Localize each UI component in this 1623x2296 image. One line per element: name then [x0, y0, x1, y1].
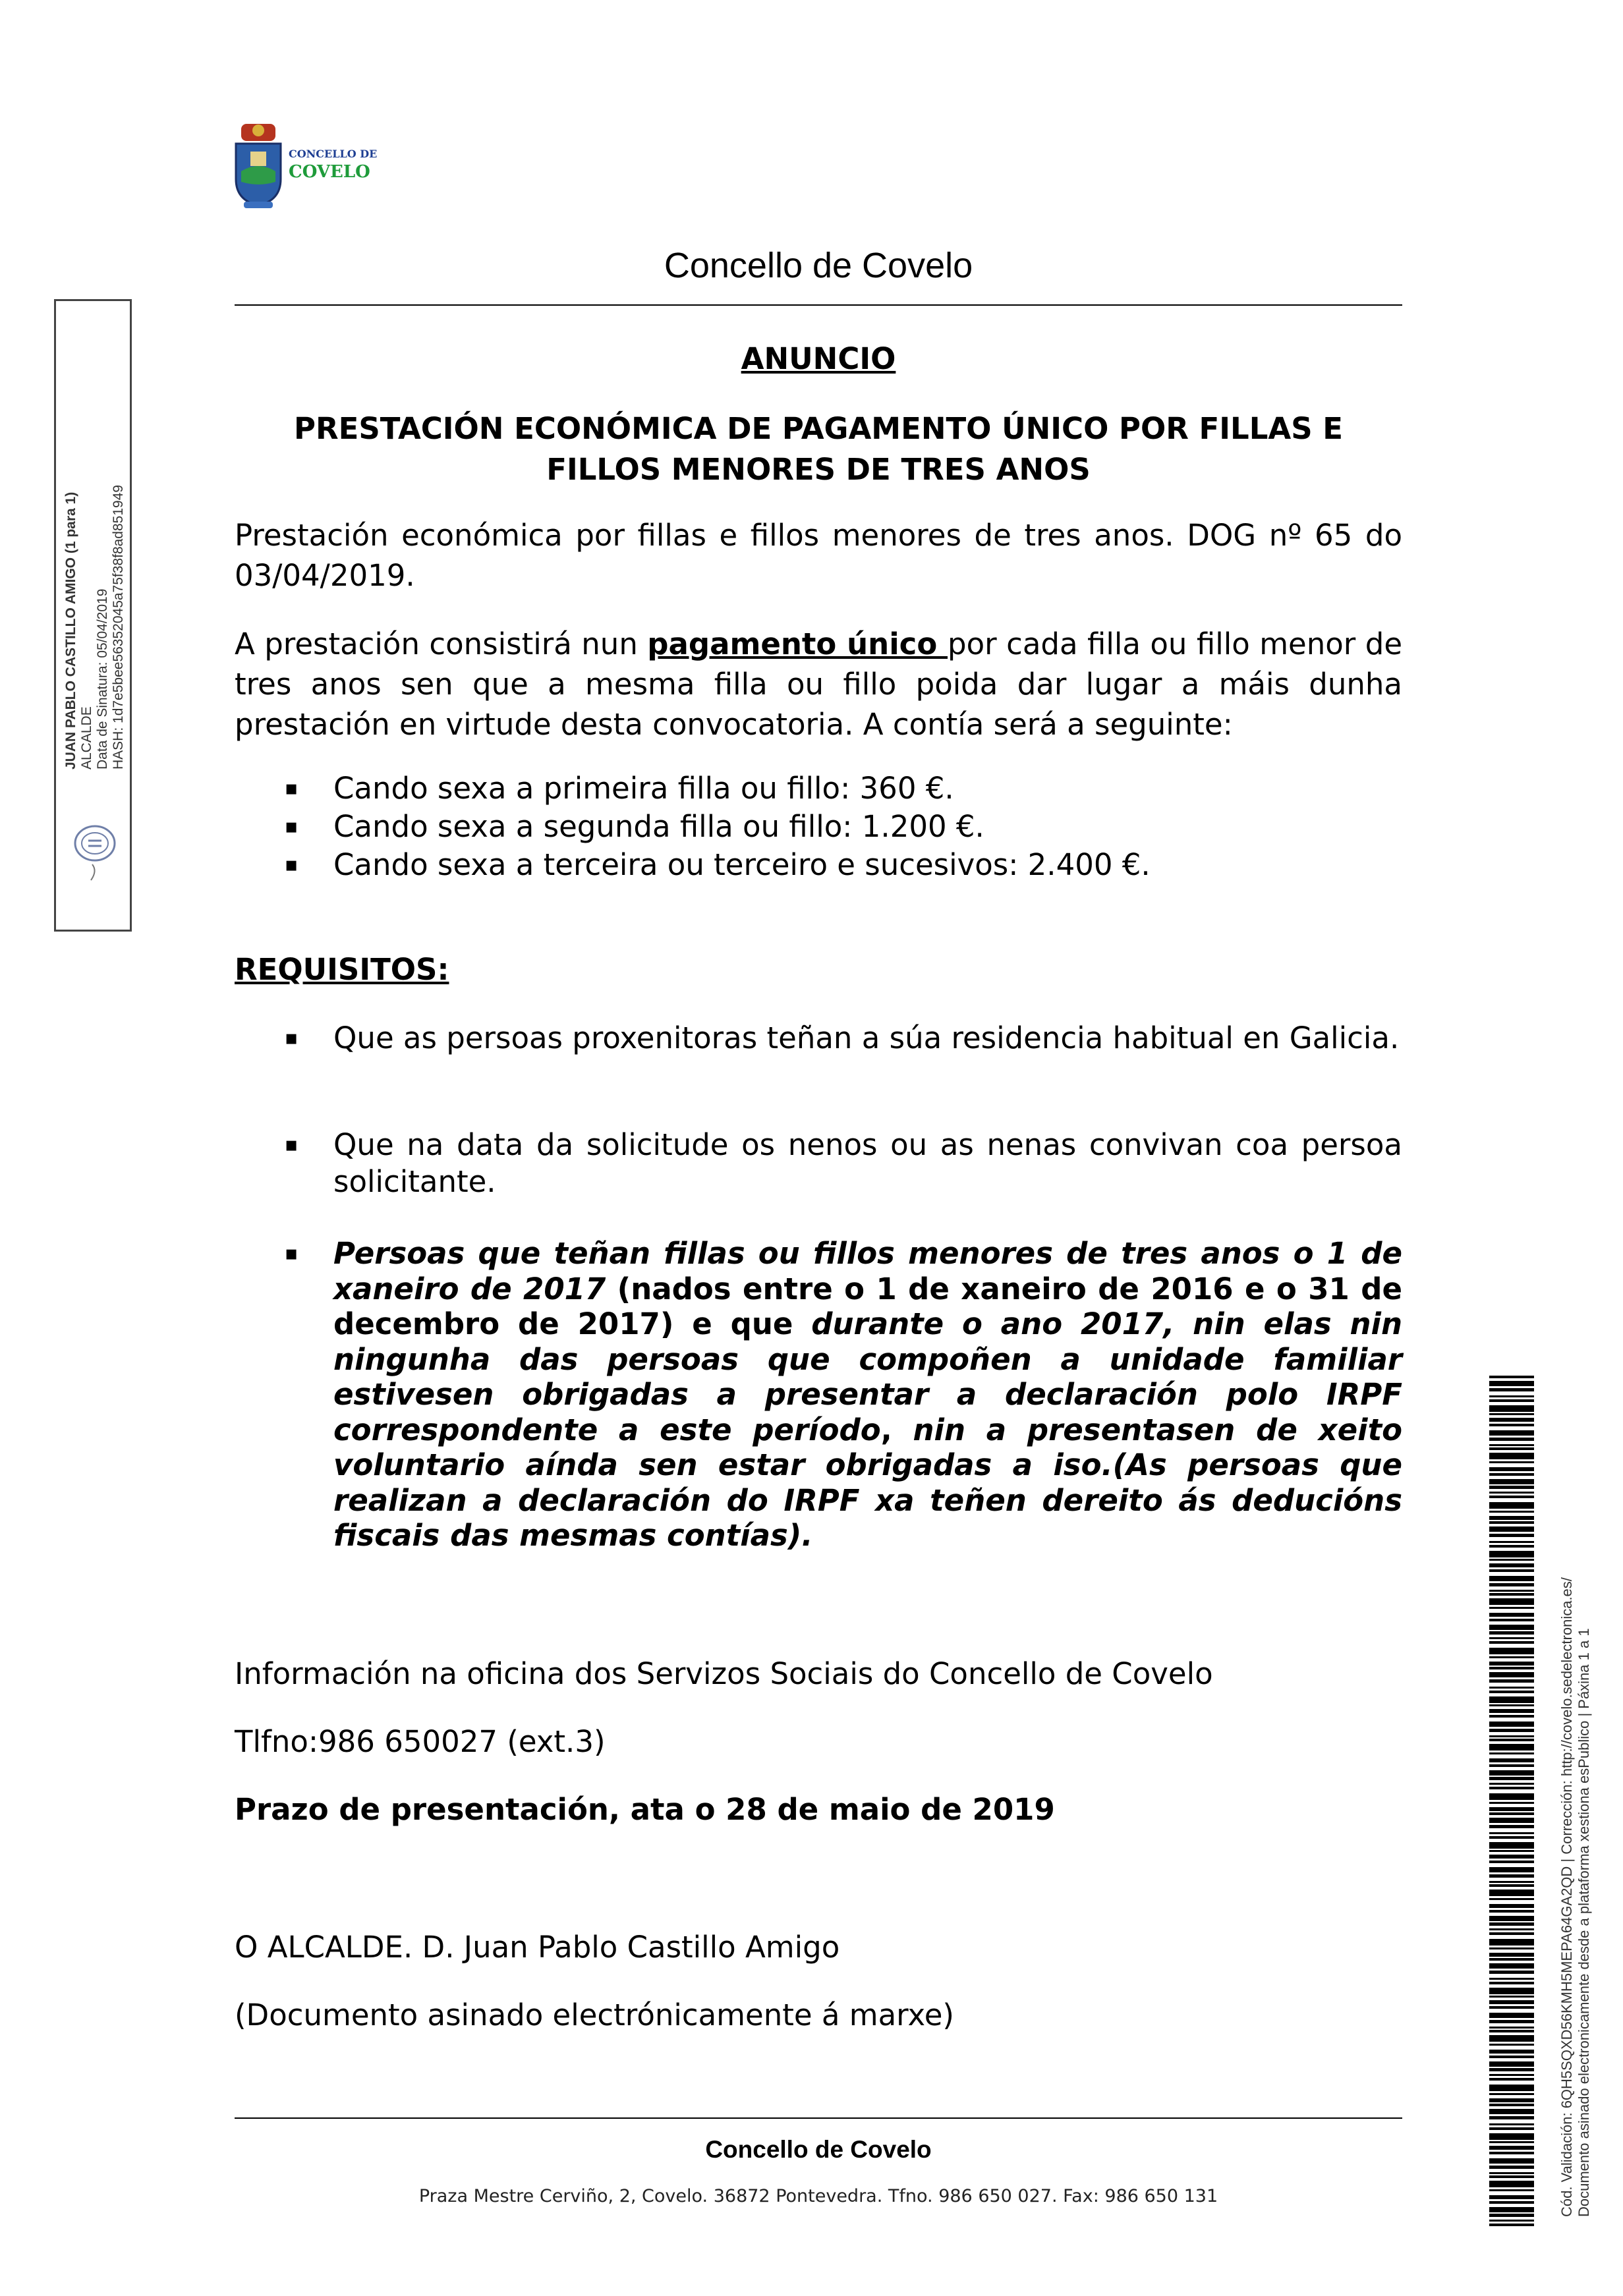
subject-line-2: FILLOS MENORES DE TRES ANOS: [546, 452, 1091, 487]
list-item: [235, 1020, 1402, 1057]
benefit-text-end: por cada filla ou fillo menor de tres anos sen que a mesma filla ou fillo poida dar lugar a máis dunha prestación en virtude desta convocatoria. A contía será a seguinte:: [235, 627, 1402, 742]
list-item: [235, 1236, 1402, 1554]
barcode-bar: [1489, 1511, 1534, 1513]
deadline-line: Prazo de presentación, ata o 28 de maio de 2019: [235, 1792, 1055, 1827]
barcode-bar: [1489, 1729, 1534, 1732]
signatory-line: O ALCALDE. D. Juan Pablo Castillo Amigo: [235, 1930, 840, 1965]
barcode-bar: [1489, 2109, 1534, 2114]
bullet-icon: ▪: [285, 1242, 299, 1265]
barcode-bar: [1489, 1418, 1534, 1422]
barcode-bar: [1489, 1867, 1534, 1872]
barcode-bar: [1489, 1526, 1534, 1532]
barcode-bar: [1489, 2175, 1534, 2178]
barcode-bar: [1489, 1486, 1534, 1489]
barcode-bar: [1489, 1461, 1534, 1463]
barcode-bar: [1489, 1473, 1534, 1476]
barcode-bar: [1489, 1932, 1534, 1935]
benefit-text-start: A prestación consistirá nun: [235, 627, 648, 661]
footer-divider: [235, 2117, 1402, 2119]
barcode-bar: [1489, 2006, 1534, 2009]
barcode-bar: [1489, 1758, 1534, 1762]
barcode-bar: [1489, 1583, 1534, 1586]
barcode-bar: [1489, 1563, 1534, 1567]
req3-part4: ,: [880, 1412, 913, 1447]
requirement-item: Que as persoas proxenitoras teñan a súa residencia habitual en Galicia.: [333, 1021, 1400, 1055]
barcode-bar: [1489, 1444, 1534, 1446]
barcode-bar: [1489, 1842, 1534, 1849]
barcode-bar: [1489, 1802, 1534, 1804]
signature-date: Data de Sinatura: 05/04/2019: [95, 588, 110, 770]
barcode-bar: [1489, 1996, 1534, 1998]
barcode-bar: [1489, 1679, 1534, 1683]
barcode-bar: [1489, 2214, 1534, 2217]
amount-item: Cando sexa a terceira ou terceiro e sucesivos: 2.400 €.: [333, 847, 1151, 882]
barcode-bar: [1489, 1770, 1534, 1776]
footer-address: Praza Mestre Cerviño, 2, Covelo. 36872 Pontevedra. Tfno. 986 650 027. Fax: 986 650 131: [418, 2186, 1218, 2206]
barcode-bar: [1489, 1559, 1534, 1561]
barcode-bar: [1489, 2116, 1534, 2119]
req3-part6: s fiscais das mesmas contías).: [333, 1482, 1402, 1553]
amount-item: Cando sexa a segunda filla ou fillo: 1.200 €.: [333, 809, 984, 844]
barcode-bar: [1489, 1855, 1534, 1859]
barcode-bar: [1489, 2000, 1534, 2004]
barcode-bar: [1489, 1916, 1534, 1921]
barcode-bar: [1489, 1691, 1534, 1693]
barcode-icon: [1489, 1376, 1534, 2227]
barcode-bar: [1489, 1958, 1534, 1961]
barcode-bar: [1489, 2035, 1534, 2042]
barcode-bar: [1489, 1667, 1534, 1669]
barcode-bar: [1489, 2123, 1534, 2125]
barcode-bar: [1489, 2044, 1534, 2046]
barcode-bar: [1489, 2181, 1534, 2187]
barcode-bar: [1489, 1516, 1534, 1520]
barcode-bar: [1489, 1598, 1534, 1605]
barcode-bar: [1489, 1590, 1534, 1592]
barcode-bar: [1489, 2098, 1534, 2102]
barcode-bar: [1489, 1569, 1534, 1572]
barcode-bar: [1489, 2201, 1534, 2204]
barcode-bar: [1489, 2220, 1534, 2222]
barcode-bar: [1489, 1641, 1534, 1644]
municipal-logo: [232, 119, 384, 224]
barcode-bar: [1489, 2207, 1534, 2212]
barcode-bar: [1489, 1971, 1534, 1974]
barcode-bar: [1489, 1613, 1534, 1617]
barcode-bar: [1489, 1672, 1534, 1677]
barcode-bar: [1489, 2074, 1534, 2076]
footer-title: Concello de Covelo: [705, 2136, 932, 2163]
barcode-bar: [1489, 2104, 1534, 2106]
barcode-bar: [1489, 2013, 1534, 2018]
barcode-bar: [1489, 1521, 1534, 1524]
barcode-bar: [1489, 1405, 1534, 1412]
barcode-bar: [1489, 2056, 1534, 2058]
req3-part5: nin a presentasen de xeito voluntario aínda sen estar obrigadas a iso.(As persoas que realizan a declaración do IRPF xa teñen dereito ás dedución: [333, 1412, 1402, 1518]
barcode-bar: [1489, 1904, 1534, 1908]
barcode-bar: [1489, 2152, 1534, 2154]
amount-item: Cando sexa a primeira filla ou fillo: 360 €.: [333, 771, 954, 806]
barcode-bar: [1489, 2078, 1534, 2081]
barcode-bar: [1489, 1874, 1534, 1878]
bullet-icon: ▪: [285, 815, 299, 838]
signature-stamp-text: [63, 308, 127, 770]
barcode-bar: [1489, 1807, 1534, 1811]
list-item: [235, 808, 1402, 846]
barcode-bar: [1489, 2030, 1534, 2032]
requirements-list-2: [235, 1127, 1402, 1200]
barcode-bar: [1489, 2068, 1534, 2071]
validation-code: Cód. Validación: 6QH5SQXD56KMH5MEPA64GA2QD | Corrección: http://covelo.sedelectronica.es/: [1558, 1577, 1575, 2217]
req3-part3: durante o ano 2017, nin elas nin ningunha das persoas que compoñen a unidade familiar estivesen obrigadas a presentar a declaración polo IRPF correspondente a este período: [333, 1306, 1402, 1447]
page-title: Concello de Covelo: [664, 246, 973, 285]
barcode-bar: [1489, 1492, 1534, 1494]
phone-line: Tlfno:986 650027 (ext.3): [235, 1724, 606, 1759]
announcement-heading: ANUNCIO: [741, 341, 896, 376]
signer-role: ALCALDE: [79, 706, 94, 770]
barcode-bar: [1489, 1413, 1534, 1415]
barcode-bar: [1489, 1551, 1534, 1557]
subject-title: [235, 408, 1402, 490]
requirements-list: [235, 1020, 1402, 1057]
single-payment-emphasis: pagamento único: [647, 627, 948, 661]
barcode-bar: [1489, 1687, 1534, 1689]
signer-name: JUAN PABLO CASTILLO AMIGO (1 para 1): [63, 491, 78, 770]
barcode-bar: [1489, 1430, 1534, 1436]
barcode-bar: [1489, 2050, 1534, 2054]
barcode-bar: [1489, 1836, 1534, 1839]
req3-part2: (nados entre o 1 de xaneiro de 2016 e o 31 de decembro de 2017) e que: [333, 1271, 1402, 1341]
signature-hash: HASH: 1d7e5bee56352045a75f38f8ad851949: [111, 484, 126, 770]
barcode-bar: [1489, 2189, 1534, 2191]
barcode-bar: [1489, 1752, 1534, 1754]
barcode-bar: [1489, 1534, 1534, 1537]
barcode-bar: [1489, 1978, 1534, 1980]
barcode-bar: [1489, 1818, 1534, 1823]
signed-note: (Documento asinado electrónicamente á marxe): [235, 1998, 954, 2032]
barcode-bar: [1489, 2146, 1534, 2150]
bullet-icon: ▪: [285, 853, 299, 876]
barcode-bar: [1489, 1963, 1534, 1969]
barcode-bar: [1489, 1988, 1534, 1994]
barcode-bar: [1489, 1541, 1534, 1543]
barcode-bar: [1489, 1388, 1534, 1391]
bullet-icon: ▪: [285, 1133, 299, 1156]
barcode-bar: [1489, 2195, 1534, 2199]
barcode-bar: [1489, 1939, 1534, 1946]
barcode-bar: [1489, 1783, 1534, 1785]
barcode-bar: [1489, 1881, 1534, 1883]
barcode-bar: [1489, 1787, 1534, 1789]
barcode-bar: [1489, 1722, 1534, 1727]
barcode-bar: [1489, 1898, 1534, 1900]
barcode-bar: [1489, 1502, 1534, 1509]
validation-note: Documento asinado electronicamente desde a plataforma xestiona esPublico | Páxina 1 a 1: [1576, 1628, 1592, 2217]
barcode-bar: [1489, 1744, 1534, 1750]
barcode-bar: [1489, 1861, 1534, 1863]
list-item: [235, 1127, 1402, 1200]
barcode-bar: [1489, 2127, 1534, 2130]
barcode-bar: [1489, 1467, 1534, 1471]
info-line: Información na oficina dos Servizos Sociais do Concello de Covelo: [235, 1656, 1213, 1691]
barcode-bar: [1489, 1625, 1534, 1630]
barcode-bar: [1489, 1496, 1534, 1498]
barcode-bar: [1489, 1709, 1534, 1713]
requirements-list-3: [235, 1236, 1402, 1554]
barcode-bar: [1489, 1576, 1534, 1581]
list-item: [235, 846, 1402, 884]
barcode-bar: [1489, 2172, 1534, 2174]
barcode-bar: [1489, 1381, 1534, 1386]
barcode-bar: [1489, 1696, 1534, 1703]
barcode-bar: [1489, 1739, 1534, 1741]
barcode-bar: [1489, 1928, 1534, 1930]
amount-list: [235, 770, 1402, 884]
benefit-paragraph: [235, 624, 1402, 744]
barcode-bar: [1489, 2085, 1534, 2091]
barcode-bar: [1489, 1890, 1534, 1896]
barcode-bar: [1489, 2166, 1534, 2169]
barcode-bar: [1489, 1619, 1534, 1621]
subject-line-1: PRESTACIÓN ECONÓMICA DE PAGAMENTO ÚNICO POR FILLAS E: [293, 411, 1344, 446]
barcode-bar: [1489, 1850, 1534, 1852]
barcode-bar: [1489, 1812, 1534, 1815]
barcode-bar: [1489, 1447, 1534, 1450]
barcode-bar: [1489, 2061, 1534, 2067]
barcode-bar: [1489, 1947, 1534, 1949]
barcode-bar: [1489, 1884, 1534, 1887]
barcode-bar: [1489, 2020, 1534, 2023]
barcode-bar: [1489, 1479, 1534, 1484]
barcode-bar: [1489, 1715, 1534, 1718]
barcode-bar: [1489, 1922, 1534, 1926]
barcode-bar: [1489, 1982, 1534, 1984]
barcode-bar: [1489, 2027, 1534, 2029]
barcode-bar: [1489, 1910, 1534, 1913]
barcode-bar: [1489, 1648, 1534, 1654]
coat-of-arms-icon: [232, 119, 285, 211]
logo-line2: COVELO: [289, 162, 370, 182]
barcode-bar: [1489, 1656, 1534, 1658]
barcode-bar: [1489, 2141, 1534, 2143]
barcode-bar: [1489, 1735, 1534, 1737]
barcode-bar: [1489, 2158, 1534, 2164]
list-item: [235, 770, 1402, 808]
barcode-bar: [1489, 1825, 1534, 1828]
barcode-bar: [1489, 1662, 1534, 1666]
barcode-bar: [1489, 1607, 1534, 1609]
bullet-icon: ▪: [285, 1026, 299, 1050]
barcode-bar: [1489, 1832, 1534, 1834]
barcode-bar: [1489, 2224, 1534, 2226]
barcode-bar: [1489, 1424, 1534, 1426]
barcode-bar: [1489, 1631, 1534, 1635]
barcode-bar: [1489, 1793, 1534, 1800]
barcode-bar: [1489, 1376, 1534, 1378]
barcode-bar: [1489, 1704, 1534, 1706]
requirement-item: Que na data da solicitude os nenos ou as nenas convivan coa persoa solicitante.: [333, 1127, 1402, 1199]
intro-paragraph: Prestación económica por fillas e fillos menores de tres anos. DOG nº 65 do 03/04/2019.: [235, 518, 1402, 593]
barcode-bar: [1489, 2133, 1534, 2140]
req3-part1: Persoas que teñan fillas ou fillos menores de tres anos o 1 de xaneiro de 2017: [333, 1236, 1402, 1306]
seal-icon: [69, 817, 121, 883]
barcode-bar: [1489, 1764, 1534, 1767]
barcode-bar: [1489, 1399, 1534, 1402]
barcode-bar: [1489, 1545, 1534, 1548]
bullet-icon: ▪: [285, 777, 299, 800]
header-divider: [235, 304, 1402, 306]
barcode-bar: [1489, 1593, 1534, 1596]
logo-line1: CONCELLO DE: [289, 148, 378, 160]
barcode-bar: [1489, 1438, 1534, 1441]
barcode-bar: [1489, 2093, 1534, 2095]
requirements-heading: REQUISITOS:: [235, 952, 449, 987]
barcode-bar: [1489, 1637, 1534, 1639]
barcode-bar: [1489, 1453, 1534, 1459]
barcode-bar: [1489, 1953, 1534, 1957]
validation-strip: [1558, 1426, 1593, 2217]
barcode-bar: [1489, 1777, 1534, 1780]
barcode-bar: [1489, 1395, 1534, 1397]
